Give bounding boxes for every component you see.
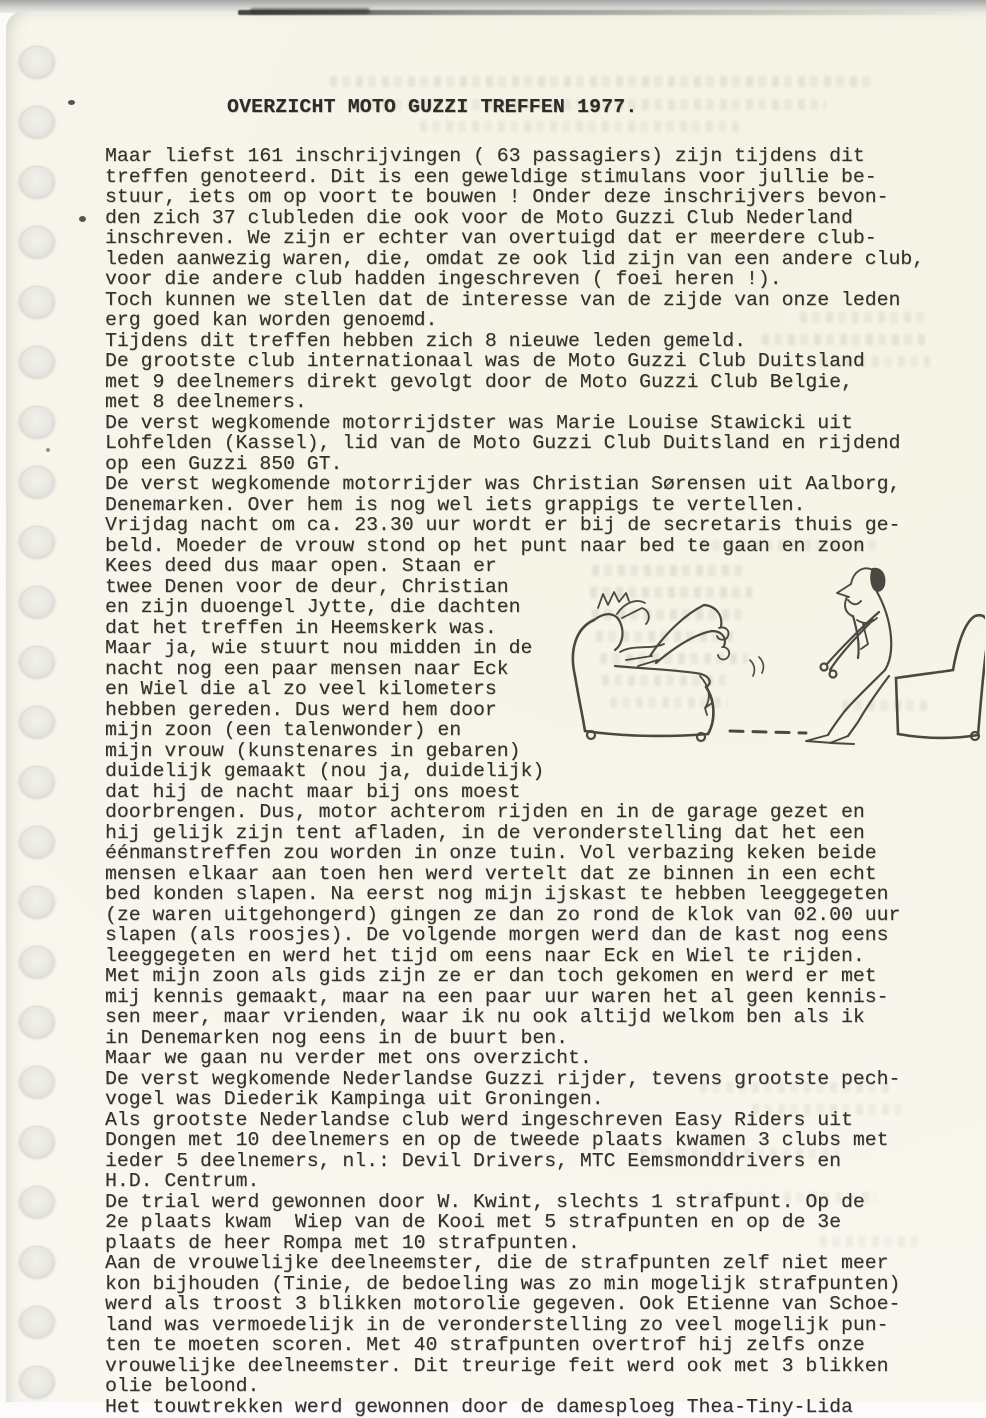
text-line: H.D. Centrum. bbox=[105, 1170, 260, 1192]
ghost-smudge bbox=[420, 121, 740, 132]
binder-hole bbox=[20, 347, 54, 378]
text-line: met 8 deelnemers. bbox=[105, 391, 307, 413]
text-line: plaats de heer Rompa met 10 strafpunten. bbox=[105, 1231, 580, 1254]
text-line: mijn zoon (een talenwonder) en bbox=[105, 719, 462, 741]
text-line: in Denemarken nog eens in de buurt ben. bbox=[105, 1026, 568, 1049]
text-line: Maar we gaan nu verder met ons overzicht. bbox=[105, 1047, 592, 1069]
binder-hole bbox=[20, 647, 54, 678]
armchair-riders-cartoon bbox=[553, 548, 985, 755]
text-line: en zijn duoengel Jytte, die dachten bbox=[105, 596, 521, 618]
binder-hole bbox=[20, 1127, 54, 1158]
binder-hole bbox=[20, 1367, 54, 1398]
text-line: sen meer, maar vrienden, waar ik nu ook altijd welkom ben als ik bbox=[105, 1006, 865, 1028]
binder-hole bbox=[20, 167, 54, 198]
text-line: inschreven. We zijn er echter van overtuigd dat er meerdere club- bbox=[105, 227, 877, 249]
page-title: OVERZICHT MOTO GUZZI TREFFEN 1977. bbox=[227, 96, 638, 118]
text-line: dat het treffen in Heemskerk was. bbox=[105, 616, 497, 639]
binder-hole bbox=[20, 587, 54, 618]
text-line: Denemarken. Over hem is nog wel iets grappigs te vertellen. bbox=[105, 493, 806, 516]
binder-hole bbox=[20, 767, 54, 798]
binder-hole bbox=[20, 1307, 54, 1338]
text-line: mijn vrouw (kunstenares in gebaren) bbox=[105, 739, 521, 762]
ink-speck bbox=[68, 100, 75, 105]
text-line: Tijdens dit treffen hebben zich 8 nieuwe leden gemeld. bbox=[105, 329, 747, 352]
text-line: op een Guzzi 850 GT. bbox=[105, 452, 343, 475]
text-line: éénmanstreffen zou worden in onze tuin. Vol verbazing keken beide bbox=[105, 842, 877, 864]
text-line: voor die andere club hadden ingeschreven ( foei heren !). bbox=[105, 268, 782, 290]
text-line: met 9 deelnemers direkt gevolgt door de Moto Guzzi Club Belgie, bbox=[105, 370, 853, 393]
binder-hole bbox=[20, 947, 54, 978]
text-line: ten te moeten scoren. Met 40 strafpunten overtrof hij zelfs onze bbox=[105, 1334, 865, 1356]
text-line: treffen genoteerd. Dit is een geweldige stimulans voor jullie be- bbox=[105, 165, 877, 188]
text-line: hij gelijk zijn tent afladen, in de veronderstelling dat het een bbox=[105, 821, 865, 844]
text-line: dat hij de nacht maar bij ons moest bbox=[105, 780, 521, 803]
text-line: Dongen met 10 deelnemers en op de tweede plaats kwamen 3 clubs met bbox=[105, 1129, 889, 1151]
text-line: 2e plaats kwam Wiep van de Kooi met 5 strafpunten en op de 3e bbox=[105, 1211, 841, 1233]
text-line: mensen elkaar aan toen hen werd vertelt dat ze binnen in een echt bbox=[105, 862, 877, 885]
text-line: ieder 5 deelnemers, nl.: Devil Drivers, MTC Eemsmonddrivers en bbox=[105, 1149, 841, 1172]
text-line: De verst wegkomende motorrijdster was Marie Louise Stawicki uit bbox=[105, 411, 853, 434]
text-line: kon bijhouden (Tinie, de bedoeling was zo min mogelijk strafpunten) bbox=[105, 1272, 901, 1295]
cartoon-drawing bbox=[553, 548, 985, 755]
ghost-smudge bbox=[330, 76, 870, 87]
text-line: olie beloond. bbox=[105, 1375, 260, 1397]
text-line: twee Denen voor de deur, Christian bbox=[105, 575, 509, 598]
binder-hole bbox=[20, 707, 54, 738]
text-line: slapen (als roosjes). De volgende morgen werd dan de kast nog eens bbox=[105, 924, 889, 946]
text-line: Maar ja, wie stuurt nou midden in de bbox=[105, 637, 533, 659]
text-line: hebben gereden. Dus werd hem door bbox=[105, 698, 497, 721]
text-line: Met mijn zoon als gids zijn ze er dan toch gekomen en werd er met bbox=[105, 965, 877, 987]
binder-hole bbox=[20, 1247, 54, 1278]
text-line: leden aanwezig waren, die, omdat ze ook lid zijn van een andere club, bbox=[105, 247, 925, 270]
text-line: Aan de vrouwelijke deelneemster, die de strafpunten zelf niet meer bbox=[105, 1252, 889, 1274]
text-line: erg goed kan worden genoemd. bbox=[105, 309, 438, 331]
text-line: De trial werd gewonnen door W. Kwint, slechts 1 strafpunt. Op de bbox=[105, 1190, 865, 1213]
text-line: De verst wegkomende motorrijder was Christian Sørensen uit Aalborg, bbox=[105, 473, 901, 495]
text-line: mij kennis gemaakt, maar na een paar uur waren het al geen kennis- bbox=[105, 985, 889, 1008]
binder-hole bbox=[20, 827, 54, 858]
text-line: Vrijdag nacht om ca. 23.30 uur wordt er bij de secretaris thuis ge- bbox=[105, 514, 901, 536]
ink-speck bbox=[46, 448, 50, 452]
binder-hole bbox=[20, 287, 54, 318]
scan-streak-dark bbox=[250, 8, 370, 14]
text-line: duidelijk gemaakt (nou ja, duidelijk) bbox=[105, 760, 545, 782]
text-line: stuur, iets om op voort te bouwen ! Onder deze inschrijvers bevon- bbox=[105, 186, 889, 208]
text-line: leeggegeten en werd het tijd om eens naar Eck en Wiel te rijden. bbox=[105, 944, 865, 967]
text-line: beld. Moeder de vrouw stond op het punt naar bed te gaan en zoon bbox=[105, 534, 865, 557]
text-line: en Wiel die al zo veel kilometers bbox=[105, 678, 497, 700]
binder-hole bbox=[20, 407, 54, 438]
text-line: (ze waren uitgehongerd) gingen ze dan zo rond de klok van 02.00 uur bbox=[105, 903, 901, 926]
text-line: De grootste club internationaal was de Moto Guzzi Club Duitsland bbox=[105, 350, 865, 372]
text-line: Kees deed dus maar open. Staan er bbox=[105, 555, 497, 577]
binder-hole bbox=[20, 107, 54, 138]
text-line: werd als troost 3 blikken motorolie gegeven. Ook Etienne van Schoe- bbox=[105, 1293, 901, 1315]
text-line: nacht nog een paar mensen naar Eck bbox=[105, 657, 509, 680]
binder-hole bbox=[20, 1067, 54, 1098]
text-line: vogel was Diederik Kampinga uit Groningen. bbox=[105, 1088, 604, 1110]
ink-speck bbox=[79, 216, 86, 222]
binder-hole bbox=[20, 1187, 54, 1218]
binder-hole bbox=[20, 227, 54, 258]
text-line: De verst wegkomende Nederlandse Guzzi rijder, tevens grootste pech- bbox=[105, 1067, 901, 1090]
text-line: Toch kunnen we stellen dat de interesse van de zijde van onze leden bbox=[105, 288, 901, 311]
text-line: land was vermoedelijk in de veronderstelling zo veel mogelijk pun- bbox=[105, 1313, 889, 1336]
text-line: vrouwelijke deelneemster. Dit treurige feit werd ook met 3 blikken bbox=[105, 1354, 889, 1377]
text-line: Lohfelden (Kassel), lid van de Moto Guzzi Club Duitsland en rijdend bbox=[105, 432, 901, 454]
binder-hole bbox=[20, 467, 54, 498]
text-line: Maar liefst 161 inschrijvingen ( 63 passagiers) zijn tijdens dit bbox=[105, 145, 865, 167]
text-line: den zich 37 clubleden die ook voor de Moto Guzzi Club Nederland bbox=[105, 206, 853, 229]
binder-hole bbox=[20, 47, 54, 78]
text-line: doorbrengen. Dus, motor achterom rijden en in de garage gezet en bbox=[105, 801, 865, 823]
typewritten-text bbox=[105, 146, 924, 1417]
text-line: Als grootste Nederlandse club werd ingeschreven Easy Riders uit bbox=[105, 1108, 853, 1131]
binder-hole bbox=[20, 1007, 54, 1038]
text-line: Het touwtrekken werd gewonnen door de damesploeg Thea-Tiny-Lida bbox=[105, 1395, 853, 1418]
text-line: bed konden slapen. Na eerst nog mijn ijskast te hebben leeggegeten bbox=[105, 883, 889, 905]
binder-hole bbox=[20, 887, 54, 918]
binder-hole bbox=[20, 527, 54, 558]
